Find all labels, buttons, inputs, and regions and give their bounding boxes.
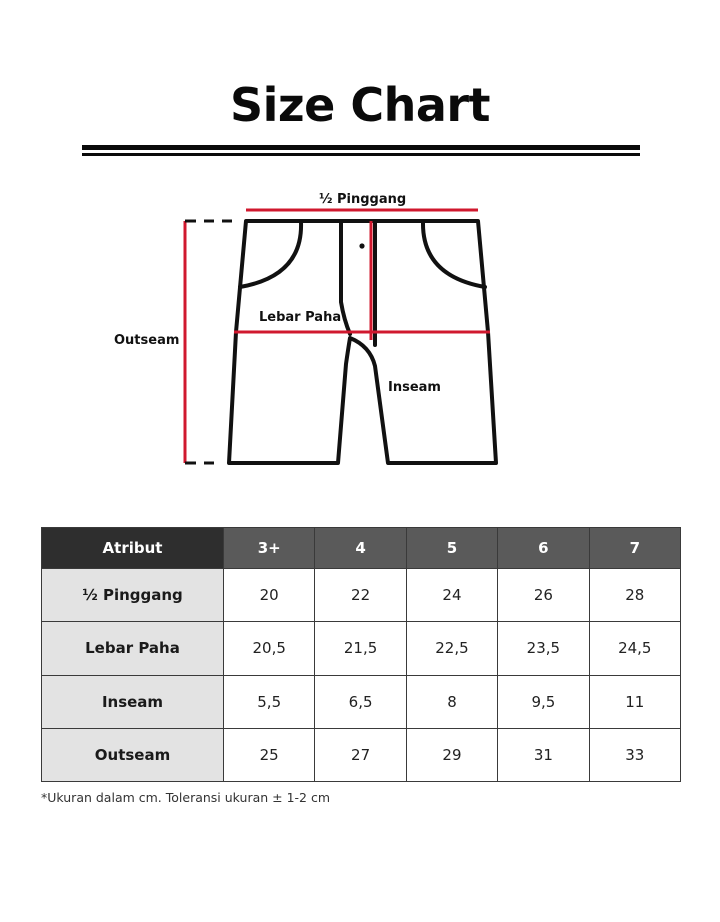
table-cell: 6,5 xyxy=(315,675,406,728)
table-cell: 29 xyxy=(406,728,497,781)
table-cell: 5,5 xyxy=(224,675,315,728)
outseam-label: Outseam xyxy=(114,333,180,348)
table-cell: 20,5 xyxy=(224,622,315,675)
table-cell: 22 xyxy=(315,569,406,622)
size-table xyxy=(41,527,681,782)
table-cell: 24,5 xyxy=(589,622,680,675)
header-attribute: Atribut xyxy=(42,528,224,569)
waist-label: ½ Pinggang xyxy=(319,192,407,207)
table-cell: 28 xyxy=(589,569,680,622)
table-cell: 31 xyxy=(498,728,589,781)
table-cell: 8 xyxy=(406,675,497,728)
thigh-label: Lebar Paha xyxy=(259,310,342,325)
title-divider-thin xyxy=(82,153,640,156)
table-cell: 23,5 xyxy=(498,622,589,675)
table-cell: 9,5 xyxy=(498,675,589,728)
footnote: *Ukuran dalam cm. Toleransi ukuran ± 1-2 cm xyxy=(41,790,331,805)
table-cell: 21,5 xyxy=(315,622,406,675)
title-divider-thick xyxy=(82,145,640,150)
table-cell: 26 xyxy=(498,569,589,622)
table-cell: 25 xyxy=(224,728,315,781)
table-cell: 11 xyxy=(589,675,680,728)
table-row xyxy=(42,728,681,781)
row-label: ½ Pinggang xyxy=(42,569,224,622)
header-size: 7 xyxy=(589,528,680,569)
table-cell: 24 xyxy=(406,569,497,622)
row-label: Outseam xyxy=(42,728,224,781)
header-size: 3+ xyxy=(224,528,315,569)
header-size: 6 xyxy=(498,528,589,569)
table-row xyxy=(42,569,681,622)
table-cell: 22,5 xyxy=(406,622,497,675)
table-header-row xyxy=(42,528,681,569)
table-row xyxy=(42,675,681,728)
row-label: Lebar Paha xyxy=(42,622,224,675)
row-label: Inseam xyxy=(42,675,224,728)
table-cell: 27 xyxy=(315,728,406,781)
shorts-diagram xyxy=(0,180,720,480)
page-title: Size Chart xyxy=(229,78,491,132)
table-row xyxy=(42,622,681,675)
table-cell: 33 xyxy=(589,728,680,781)
shorts-illustration xyxy=(0,180,720,480)
table-cell: 20 xyxy=(224,569,315,622)
inseam-label: Inseam xyxy=(388,380,441,395)
header-size: 4 xyxy=(315,528,406,569)
header-size: 5 xyxy=(406,528,497,569)
